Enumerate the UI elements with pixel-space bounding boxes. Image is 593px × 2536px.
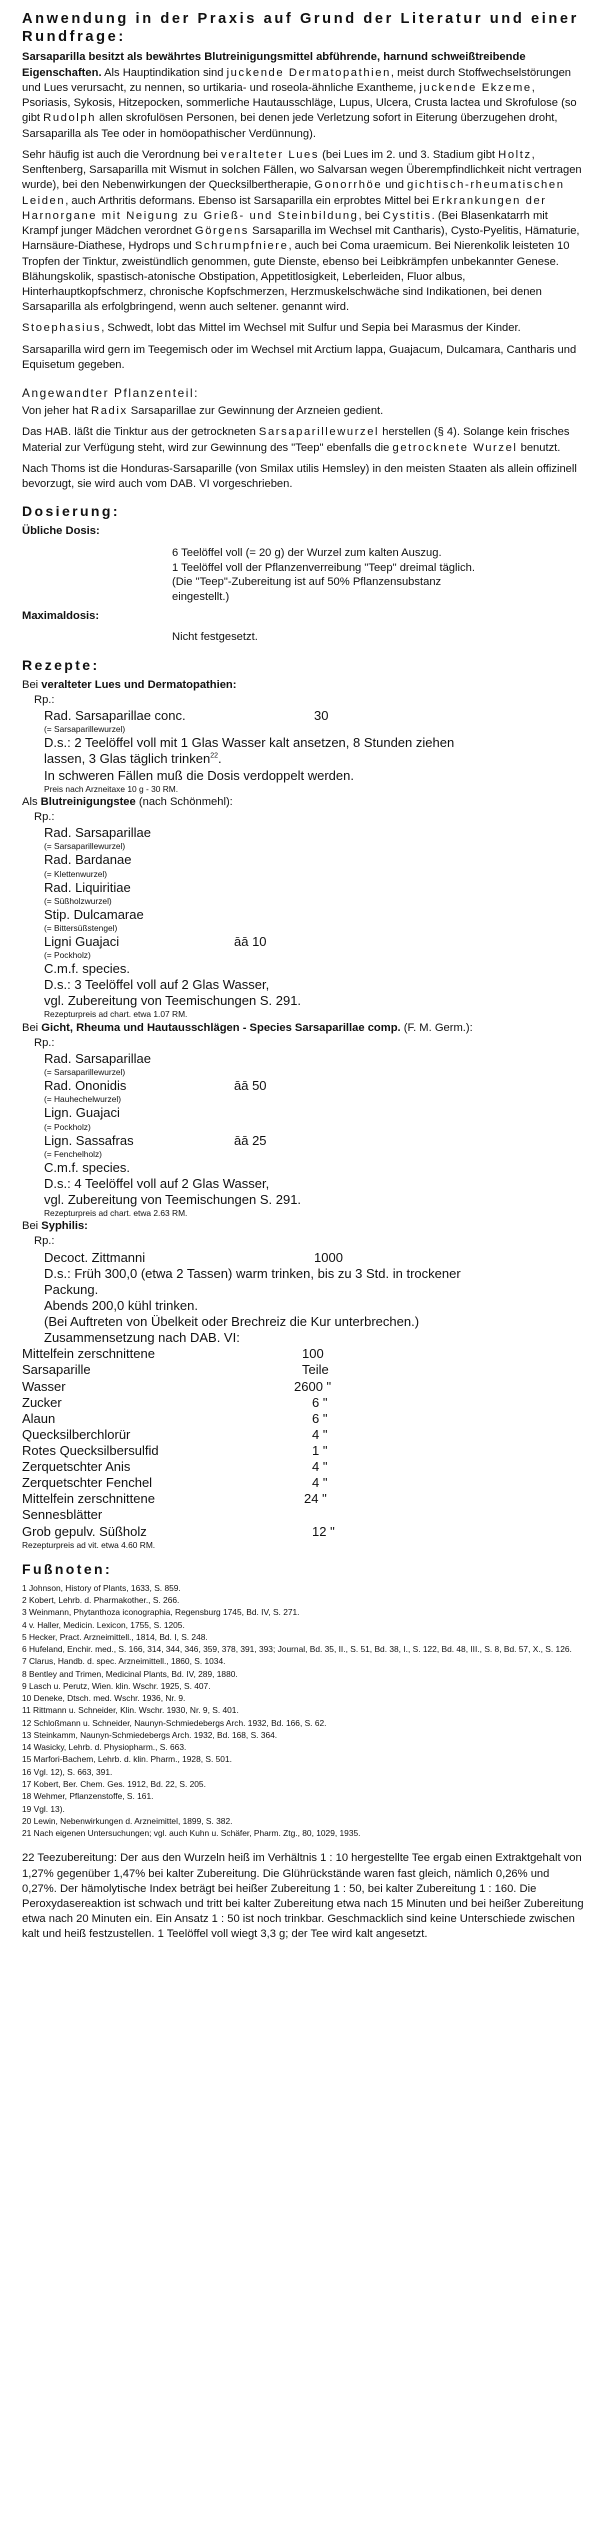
recipe-2-heading: Als Blutreinigungstee (nach Schönmehl): [22, 795, 233, 808]
footnote: 5 Hecker, Pract. Arzneimittell., 1814, Bd. I, S. 248. [22, 1631, 208, 1642]
composition-row: Grob gepulv. Süßholz 12 " [22, 1523, 335, 1539]
dose-usual-text: 6 Teelöffel voll (= 20 g) der Wurzel zum kalten Auszug. 1 Teelöffel voll der Pflanzenverreibung "Teep" dreimal täglich. (Die "Teep"-Zubereitung ist auf 50% Pflanzensubstanz eingestellt.) [172, 546, 475, 604]
footnote: 19 Vgl. 13). [22, 1803, 65, 1814]
footnote: 8 Bentley and Trimen, Medicinal Plants, Bd. IV, 289, 1880. [22, 1668, 238, 1679]
footnote: 6 Hufeland, Enchir. med., S. 166, 314, 344, 346, 359, 378, 391, 393; Journal, Bd. 35, II., S. 51, Bd. 38, I., S. 122, Bd. 48, III., S. 8, Bd. 57, X., S. 126. [22, 1644, 572, 1655]
recipe-4-heading: Bei Syphilis: [22, 1220, 88, 1233]
intro-paragraph-2: Sehr häufig ist auch die Verordnung bei veralteter Lues (bei Lues im 2. und 3. Stadium gibt Holtz, Senftenberg, Sarsaparilla mit Wismut in solchen Fällen, wo Salvarsan wegen Überempfindlichkeit nicht vertragen wurde), bei den Nebenwirkungen der Quecksilbertherapie, Gonorrhöe und gichtisch-rheumatischen Leiden, auch Arthritis deformans. Ebenso ist Sarsaparilla ein erprobtes Mittel bei Erkrankungen der Harnorgane mit Neigung zu Grieß- und Steinbildung, bei Cystitis. (Bei Blasenkatarrh mit Krampf junger Mädchen verordnet Görgens Sarsaparilla im Wechsel mit Cantharis), Cysto-Pyelitis, Hämaturie, Harnsäure-Diathese, Hydrops und Schrumpfniere, auch bei Coma uraemicum. Bei Nierenkolik leisteten 10 Tropfen der Tinktur, zweistündlich genommen, gute Dienste, ebenso bei Leibkrämpfen unbekannter Genese. Blähungskolik, spastisch-atonische Obstipation, Appetitlosigkeit, Leberleiden, Fluor albus, Hinterhauptkopfschmerz, chronische Kopfschmerzen, Herzmuskelschwäche sind Indikationen, bei denen Sarsaparilla als erfolgbringend, wenn auch seltener. genannt wird. [22, 148, 582, 314]
footnotes-list [22, 1582, 585, 1840]
page-title: Anwendung in der Praxis auf Grund der Literatur und einer Rundfrage: [22, 11, 579, 46]
composition-row: Rotes Quecksilbersulfid 1 " [22, 1442, 328, 1458]
recipe-1-rp: Rp.: [34, 693, 55, 706]
intro-paragraph-3: Stoephasius, Schwedt, lobt das Mittel im Wechsel mit Sulfur und Sepia bei Marasmus der Kinder. [22, 322, 521, 335]
pflanzenteil-paragraph-1: Von jeher hat Radix Sarsaparillae zur Gewinnung der Arzneien gedient. [22, 405, 384, 418]
dose-max-label: Maximaldosis: [22, 610, 100, 623]
section-heading-pflanzenteil: Angewandter Pflanzenteil: [22, 386, 200, 401]
recipe-1-heading: Bei veralteter Lues und Dermatopathien: [22, 678, 237, 691]
footnote: 15 Marfori-Bachem, Lehrb. d. klin. Pharm., 1928, S. 501. [22, 1754, 232, 1765]
footnote: 16 Vgl. 12), S. 663, 391. [22, 1766, 113, 1777]
footnote: 10 Deneke, Dtsch. med. Wschr. 1936, Nr. 9. [22, 1693, 186, 1704]
footnote: 3 Weinmann, Phytanthoza iconographia, Regensburg 1745, Bd. IV, S. 271. [22, 1607, 300, 1618]
recipe-3-body: Rad. Sarsaparillae (= Sarsaparillewurzel) Rad. Ononidis āā 50 (= Hauhechelwurzel) Lign. Guajaci (= Pockholz) Lign. Sassafras āā 25 (= Fenchelholz) C.m.f. species. D.s.: 4 Teelöffel voll auf 2 Glas Wasser, vgl. Zubereitung von Teemischungen S. 291. Rezepturpreis ad chart. etwa 2.63 RM. [22, 1051, 585, 1218]
footnote: 4 v. Haller, Medicin. Lexicon, 1755, S. 1205. [22, 1619, 185, 1630]
footnote: 2 Kobert, Lehrb. d. Pharmakother., S. 266. [22, 1595, 180, 1605]
recipe-4-price: Rezepturpreis ad vit. etwa 4.60 RM. [22, 1539, 156, 1550]
footnote: 13 Steinkamm, Naunyn-Schmiedebergs Arch. 1932, Bd. 168, S. 364. [22, 1729, 278, 1740]
recipe-4-rp: Rp.: [34, 1235, 55, 1248]
composition-row: Sarsaparille Teile [22, 1362, 329, 1378]
intro-paragraph-4: Sarsaparilla wird gern im Teegemisch oder im Wechsel mit Arctium lappa, Guajacum, Dulcamara, Cantharis und Equisetum gegeben. [22, 343, 577, 371]
pflanzenteil-paragraph-3: Nach Thoms ist die Honduras-Sarsaparille (von Smilax utilis Hemsley) in den meisten Staaten als allein offizinell bevorzugt, sie wird auch vom DAB. VI vorgeschrieben. [22, 462, 577, 491]
recipe-1-body: Rad. Sarsaparillae conc. 30 (= Sarsaparillewurzel) D.s.: 2 Teelöffel voll mit 1 Glas Wasser kalt ansetzen, 8 Stunden ziehen lassen, 3 Glas täglich trinken$^{22}$. In schweren Fällen muß die Dosis verdoppelt werden. Preis nach Arzneitaxe 10 g - 30 RM. [22, 708, 585, 794]
composition-row: Wasser 2600 " [22, 1378, 332, 1394]
footnote: 14 Wasicky, Lehrb. d. Physiopharm., S. 663. [22, 1742, 187, 1753]
intro-paragraph-1: Sarsaparilla besitzt als bewährtes Blutreinigungsmittel abführende, harnund schweißtreibende Eigenschaften. Als Hauptindikation sind juckende Dermatopathien, meist durch Stoffwechselstörungen und Lues verursacht, zu nennen, so urtikaria- und roseola-ähnliche Exantheme, juckende Ekzeme, Psoriasis, Sykosis, Hitzepocken, sommerliche Hautausschläge, Lupus, Ulcera, Crusta lactea und Skrofulose (so gibt Rudolph allen skrofulösen Personen, bei denen jede Verletzung sofort in Eiterung überzugehen droht, Sarsaparilla als Tee oder in homöopathischer Verdünnung). [22, 51, 577, 140]
footnote: 11 Rittmann u. Schneider, Klin. Wschr. 1930, Nr. 9, S. 401. [22, 1705, 239, 1716]
footnote: 12 Schloßmann u. Schneider, Naunyn-Schmiedebergs Arch. 1932, Bd. 166, S. 62. [22, 1717, 327, 1728]
footnote-22: 22 Teezubereitung: Der aus den Wurzeln heiß im Verhältnis 1 : 10 hergestellte Tee ergab einen Extraktgehalt von 1,27% gegenüber 1,47% bei kalter Zubereitung. Die Glührückstände waren fast gleich, nämlich 0,26% und 0,27%. Der hämolytische Index beträgt bei heißer Zubereitung 1 : 50, bei kalter Zubereitung 1 : 160. Die Peroxydasereaktion ist schwach und tritt bei kalter Zubereitung etwa nach 15 Minuten und bei heißer Zubereitung etwa nach 20 Minuten ein. Ein Ansatz 1 : 50 ist noch trinkbar. Geschmacklich sind keine Unterschiede zwischen kalt und heiß festzustellen. 1 Teelöffel voll wiegt 3,3 g; der Tee wird kalt angesetzt. [22, 1852, 584, 1941]
recipe-3-heading: Bei Gicht, Rheuma und Hautausschlägen - Species Sarsaparillae comp. (F. M. Germ.): [22, 1021, 473, 1034]
composition-row: Sennesblätter [22, 1507, 103, 1523]
recipe-2-price: Rezepturpreis ad chart. etwa 1.07 RM. [44, 1009, 188, 1020]
section-heading-fussnoten: Fußnoten: [22, 1560, 113, 1577]
recipe-3-price: Rezepturpreis ad chart. etwa 2.63 RM. [44, 1208, 188, 1219]
composition-row: Mittelfein zerschnittene 100 [22, 1346, 324, 1362]
section-heading-dosierung: Dosierung: [22, 503, 120, 520]
composition-row: Zucker 6 " [22, 1394, 328, 1410]
composition-row: Zerquetschter Fenchel 4 " [22, 1475, 328, 1491]
composition-row: Alaun 6 " [22, 1410, 328, 1426]
recipe-3-rp: Rp.: [34, 1036, 55, 1049]
footnote: 1 Johnson, History of Plants, 1633, S. 859. [22, 1582, 181, 1593]
section-heading-rezepte: Rezepte: [22, 656, 100, 673]
recipe-2-rp: Rp.: [34, 810, 55, 823]
footnote: 18 Wehmer, Pflanzenstoffe, S. 161. [22, 1791, 154, 1802]
recipe-1-price: Preis nach Arzneitaxe 10 g - 30 RM. [44, 783, 179, 794]
dose-usual-label: Übliche Dosis: [22, 525, 100, 538]
dose-max-text: Nicht festgesetzt. [172, 631, 258, 644]
footnote: 9 Lasch u. Perutz, Wien. klin. Wschr. 1925, S. 407. [22, 1680, 211, 1691]
recipe-2-body: Rad. Sarsaparillae (= Sarsaparillewurzel) Rad. Bardanae (= Klettenwurzel) Rad. Liquiritiae (= Süßholzwurzel) Stip. Dulcamarae (= Bittersüßstengel) Ligni Guajaci āā 10 (= Pockholz) C.m.f. species. D.s.: 3 Teelöffel voll auf 2 Glas Wasser, vgl. Zubereitung von Teemischungen S. 291. Rezepturpreis ad chart. etwa 1.07 RM. [22, 825, 585, 1019]
footnote: 21 Nach eigenen Untersuchungen; vgl. auch Kuhn u. Schäfer, Pharm. Ztg., 80, 1029, 1935. [22, 1828, 361, 1839]
recipe-4-body: Decoct. Zittmanni 1000 D.s.: Früh 300,0 (etwa 2 Tassen) warm trinken, bis zu 3 Std. in trockener Packung. Abends 200,0 kühl trinken. (Bei Auftreten von Übelkeit oder Brechreiz die Kur unterbrechen.) Zusammensetzung nach DAB. VI: [44, 1249, 461, 1346]
composition-row: Mittelfein zerschnittene 24 " [22, 1491, 327, 1507]
footnote: 17 Kobert, Ber. Chem. Ges. 1912, Bd. 22, S. 205. [22, 1778, 206, 1789]
pflanzenteil-paragraph-2: Das HAB. läßt die Tinktur aus der getrockneten Sarsaparillewurzel herstellen (§ 4). Solange kein frisches Material zur Verfügung steht, wird zur Gewinnung des "Teep" ebenfalls die getrocknete Wurzel benutzt. [22, 426, 570, 454]
composition-row: Zerquetschter Anis 4 " [22, 1459, 328, 1475]
footnote: 7 Clarus, Handb. d. spec. Arzneimittell., 1860, S. 1034. [22, 1656, 226, 1667]
footnote: 20 Lewin, Nebenwirkungen d. Arzneimittel, 1899, S. 382. [22, 1815, 233, 1826]
recipe-4-composition-table [22, 1346, 585, 1549]
composition-row: Quecksilberchlorür 4 " [22, 1426, 328, 1442]
